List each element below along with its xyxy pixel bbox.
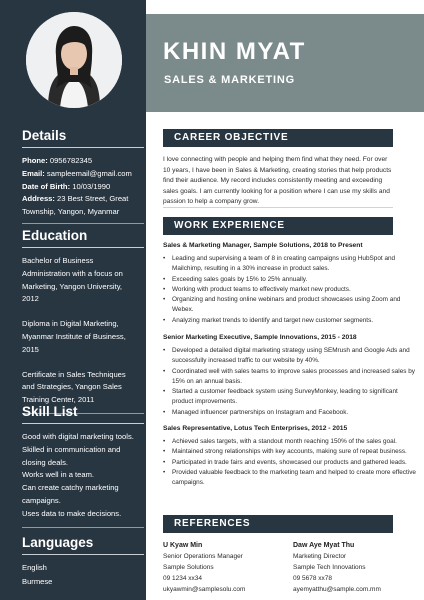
candidate-name: KHIN MYAT	[163, 38, 306, 65]
dob-row	[22, 181, 140, 194]
job-bullet: • Developed a detailed digital marketing strategy using SEMrush and Google Ads and successfully increased traffic to our website by 40%.	[163, 347, 410, 365]
reference-name: U Kyaw Min	[163, 542, 203, 549]
reference-email: ukyawmin@samplesolu.com	[163, 586, 246, 593]
reference-card	[293, 540, 413, 595]
phone-label: Phone:	[22, 156, 48, 165]
education-item: Certificate in Sales Techniques and Strategies, Yangon Sales Training Center, 2011	[22, 369, 126, 405]
reference-company: Sample Tech Innovations	[293, 564, 366, 571]
job-bullet: • Coordinated well with sales teams to improve sales processes and increased sales by 15% on an annual basis.	[163, 367, 415, 385]
address-value: 23 Best Street, Great Township, Yangon, Myanmar	[22, 194, 129, 217]
details-body	[22, 155, 140, 219]
address-label: Address:	[22, 194, 55, 204]
job-entry	[163, 424, 417, 488]
email-value: sampleemail@gmail.com	[46, 168, 132, 178]
address-row	[22, 193, 140, 219]
reference-name: Daw Aye Myat Thu	[293, 542, 355, 549]
job-title: Sales Representative, Lotus Tech Enterprises, 2012 - 2015	[163, 425, 348, 432]
skills-section	[0, 404, 146, 528]
objective-divider	[163, 207, 393, 208]
skill-item: Uses data to make decisions.	[22, 508, 122, 518]
job-bullets	[163, 346, 417, 418]
details-end-divider	[22, 223, 144, 224]
skill-item: Can create catchy marketing campaigns.	[22, 483, 119, 505]
job-bullet: • Leading and supervising a team of 8 in creating campaigns using HubSpot and Mailchimp, resulting in a 30% increase in product sales.	[163, 255, 396, 273]
skills-heading: Skill List	[22, 404, 78, 419]
reference-email: ayemyatthu@sample.com.mm	[293, 586, 381, 593]
job-bullets	[163, 437, 417, 488]
work-experience-heading: WORK EXPERIENCE	[163, 217, 393, 235]
job-bullet: • Analyzing market trends to identify and target new customer segments.	[163, 316, 374, 324]
job-entry	[163, 333, 417, 418]
job-title: Sales & Marketing Manager, Sample Solutions, 2018 to Present	[163, 242, 363, 249]
reference-phone: 09 1234 xx34	[163, 575, 203, 582]
details-section	[0, 128, 146, 224]
job-title: Senior Marketing Executive, Sample Innovations, 2015 - 2018	[163, 334, 357, 341]
language-item: English	[22, 563, 47, 572]
phone-value: 0956782345	[49, 156, 93, 165]
reference-position: Marketing Director	[293, 553, 347, 560]
job-bullet: • Exceeding sales goals by 15% to 25% annually.	[163, 275, 308, 283]
reference-company: Sample Solutions	[163, 564, 214, 571]
education-item: Diploma in Digital Marketing, Myanmar Institute of Business, 2015	[22, 319, 126, 354]
job-bullet: • Organizing and hosting online webinars and product showcases using Zoom and Webex.	[163, 296, 401, 314]
languages-heading: Languages	[22, 535, 94, 550]
career-objective-heading: CAREER OBJECTIVE	[163, 129, 393, 147]
education-heading: Education	[22, 228, 88, 243]
reference-phone: 09 5678 xx78	[293, 575, 333, 582]
education-list	[22, 255, 140, 407]
job-bullet: • Started a customer feedback system using SurveyMonkey, leading to significant product improvements.	[163, 388, 398, 406]
skill-item: Good with digital marketing tools.	[22, 432, 134, 441]
job-bullet: • Managed influencer partnerships on Instagram and Facebook.	[163, 408, 349, 416]
candidate-role: SALES & MARKETING	[164, 74, 295, 86]
skill-item: Skilled in communication and closing deals.	[22, 444, 121, 467]
languages-list	[22, 561, 140, 589]
email-row	[22, 168, 140, 181]
job-bullets	[163, 254, 417, 326]
dob-value: 10/03/1990	[72, 181, 111, 191]
languages-divider	[22, 554, 144, 555]
career-objective-text: I love connecting with people and helping them find what they need. For over 10 years, I have been in Sales & Marketing, creating stories that help products find their audience. My record includes consistently meeting and exceeding sales goals. I am currently looking for a position where I can use my skills and passion to help a company grow.	[163, 156, 392, 206]
details-heading: Details	[22, 128, 67, 143]
job-bullet: • Achieved sales targets, with a standout month reaching 150% of the sales goal.	[163, 438, 397, 445]
education-section	[0, 228, 146, 414]
education-item: Bachelor of Business Administration with a focus on Marketing, Yangon University, 2012	[22, 256, 123, 304]
profile-photo-icon	[26, 12, 122, 108]
email-label: Email:	[22, 168, 45, 178]
job-bullet: • Provided valuable feedback to the marketing team and helped to create more effective campaigns.	[163, 468, 416, 487]
dob-label: Date of Birth:	[22, 181, 71, 191]
references-heading: REFERENCES	[163, 515, 393, 533]
job-bullet: • Working with product teams to effectively market new products.	[163, 285, 351, 293]
job-bullet: • Maintained strong relationships with key accounts, making sure of repeat business.	[163, 448, 407, 456]
language-item: Burmese	[22, 577, 53, 586]
education-divider	[22, 247, 144, 248]
phone-row	[22, 155, 140, 168]
languages-section	[0, 535, 146, 589]
skills-list	[22, 431, 140, 521]
skill-item: Works well in a team.	[22, 470, 95, 480]
reference-card	[163, 540, 283, 595]
skills-divider	[22, 423, 144, 424]
job-bullet: • Participated in trade fairs and events, showcased our products and gathered leads.	[163, 458, 407, 466]
details-divider	[22, 147, 144, 148]
profile-photo	[26, 12, 122, 108]
reference-position: Senior Operations Manager	[163, 553, 243, 560]
skills-end-divider	[22, 527, 144, 528]
job-entry	[163, 241, 417, 326]
